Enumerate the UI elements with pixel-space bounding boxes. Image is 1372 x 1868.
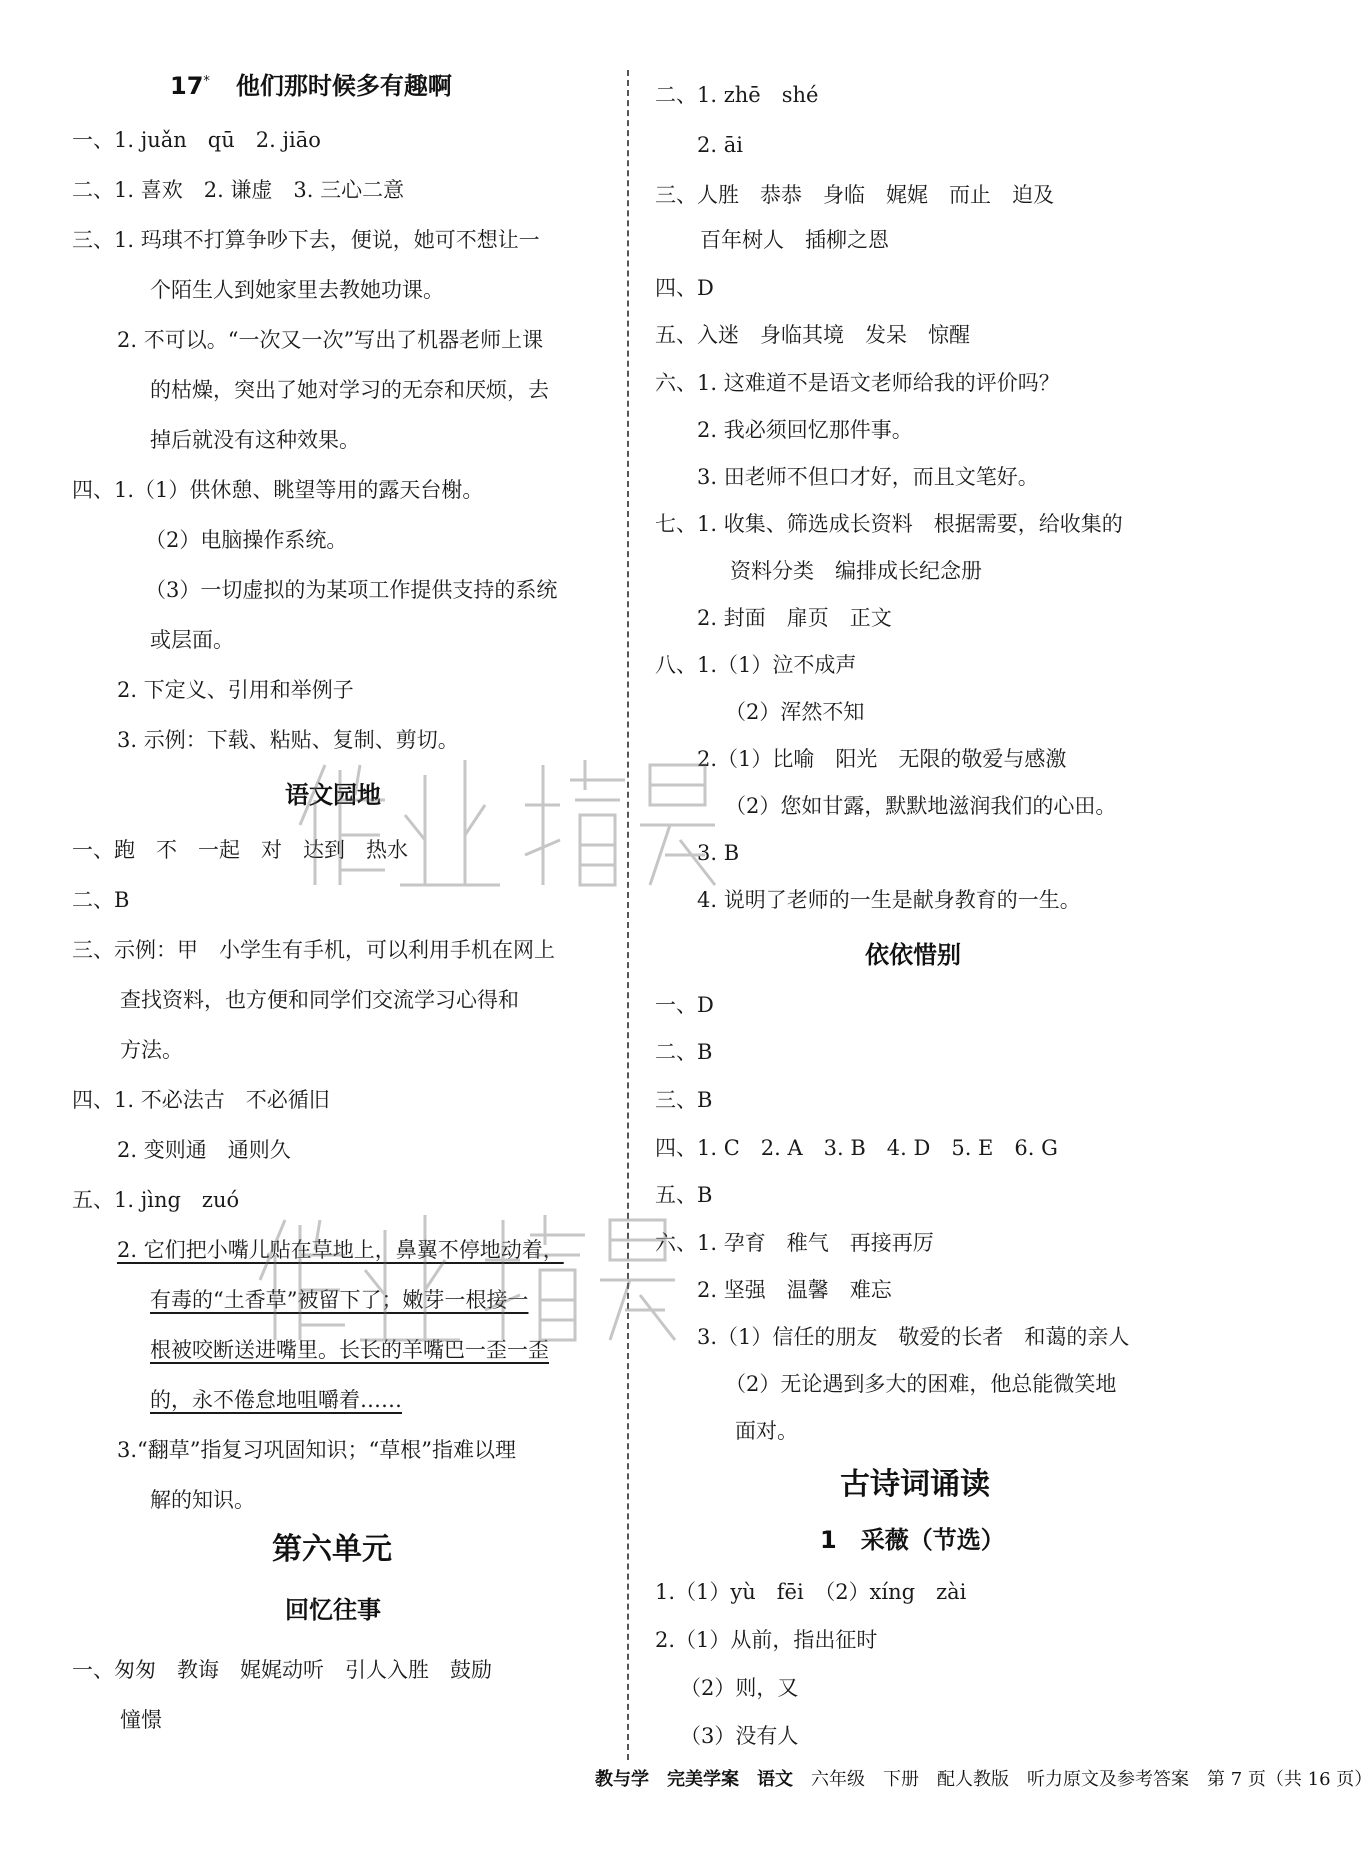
- answer-line: 四、1. C 2. A 3. B 4. D 5. E 6. G: [655, 1136, 1058, 1160]
- answer-line: 四、D: [655, 276, 714, 300]
- answer-line: 2. 坚强 温馨 难忘: [697, 1278, 892, 1302]
- answer-line: 2. 不可以。“一次又一次”写出了机器老师上课: [117, 328, 544, 352]
- answer-line: 二、B: [72, 888, 130, 912]
- answer-line: 解的知识。: [150, 1488, 255, 1512]
- answer-line: 3.（1）信任的朋友 敬爱的长者 和蔼的亲人: [697, 1325, 1130, 1349]
- footer-volume: 下册: [883, 1769, 919, 1790]
- answer-line: 面对。: [735, 1419, 798, 1443]
- answer-line: 2. 下定义、引用和举例子: [117, 678, 354, 702]
- footer-edition: 配人教版: [937, 1769, 1009, 1790]
- watermark-top: [285, 745, 725, 895]
- answer-line: 3.“翻草”指复习巩固知识；“草根”指难以理: [117, 1438, 516, 1462]
- answer-line: 的枯燥，突出了她对学习的无奈和厌烦，去: [150, 378, 549, 402]
- lesson-number: 17: [170, 72, 204, 100]
- answer-line: 1.（1）yù fēi （2）xíng zài: [655, 1580, 967, 1604]
- answer-line: 查找资料，也方便和同学们交流学习心得和: [120, 988, 519, 1012]
- answer-line: 2. 我必须回忆那件事。: [697, 418, 913, 442]
- answer-line: （2）则，又: [680, 1676, 799, 1700]
- footer-section: 听力原文及参考答案: [1027, 1769, 1189, 1790]
- answer-line: 资料分类 编排成长纪念册: [730, 559, 982, 583]
- answer-line: （2）您如甘露，默默地滋润我们的心田。: [725, 794, 1117, 818]
- answer-line: 一、1. juǎn qū 2. jiāo: [72, 128, 321, 152]
- answer-line: 三、示例：甲 小学生有手机，可以利用手机在网上: [72, 938, 555, 962]
- section-heading: 回忆往事: [285, 1596, 381, 1624]
- answer-line: （3）一切虚拟的为某项工作提供支持的系统: [145, 578, 558, 602]
- answer-line: 二、B: [655, 1040, 713, 1064]
- lesson-title: 他们那时候多有趣啊: [235, 72, 452, 100]
- footer-grade: 六年级: [811, 1769, 865, 1790]
- answer-line: 三、1. 玛琪不打算争吵下去，便说，她可不想让一: [72, 228, 540, 252]
- answer-line: （2）浑然不知: [725, 700, 865, 724]
- answer-line: 掉后就没有这种效果。: [150, 428, 360, 452]
- answer-line: 或层面。: [150, 628, 234, 652]
- answer-line: （2）电脑操作系统。: [145, 528, 348, 552]
- answer-line: 四、1.（1）供休憩、眺望等用的露天台榭。: [72, 478, 484, 502]
- section-heading: [170, 66, 452, 102]
- footer-subject: 语文: [757, 1769, 793, 1790]
- unit-heading: 古诗词诵读: [840, 1467, 990, 1502]
- answer-line: 2.（1）比喻 阳光 无限的敬爱与感激: [697, 747, 1067, 771]
- answer-line: 有毒的“土香草”被留下了；嫩芽一根接一: [150, 1288, 529, 1312]
- answer-line: 五、1. jìng zuó: [72, 1188, 240, 1212]
- section-heading: 依依惜别: [865, 941, 961, 969]
- answer-line: 3. B: [697, 841, 740, 865]
- answer-line: 方法。: [120, 1038, 183, 1062]
- answer-line: 八、1.（1）泣不成声: [655, 653, 857, 677]
- answer-line: 二、1. 喜欢 2. 谦虚 3. 三心二意: [72, 178, 405, 202]
- answer-line: 六、1. 这难道不是语文老师给我的评价吗？: [655, 371, 1060, 395]
- answer-line: 2. āi: [697, 133, 743, 157]
- footer-page-number: 第 7 页（共 16 页）: [1207, 1769, 1372, 1790]
- answer-line: 三、B: [655, 1088, 713, 1112]
- answer-line: 五、B: [655, 1183, 713, 1207]
- answer-line: 4. 说明了老师的一生是献身教育的一生。: [697, 888, 1081, 912]
- answer-line: 三、人胜 恭恭 身临 娓娓 而止 迫及: [655, 183, 1054, 207]
- watermark-bottom: [245, 1200, 685, 1350]
- answer-line: 的，永不倦怠地咀嚼着……: [150, 1388, 402, 1412]
- footer-brand: 教与学 完美学案: [595, 1769, 739, 1790]
- answer-line: 根被咬断送进嘴里。长长的羊嘴巴一歪一歪: [150, 1338, 549, 1362]
- answer-line: 一、D: [655, 993, 714, 1017]
- answer-line: 2. 变则通 通则久: [117, 1138, 291, 1162]
- answer-line: 二、1. zhē shé: [655, 83, 819, 107]
- answer-line: 六、1. 孕育 稚气 再接再厉: [655, 1231, 934, 1255]
- answer-line: 个陌生人到她家里去教她功课。: [150, 278, 444, 302]
- answer-line: 3. 示例：下载、粘贴、复制、剪切。: [117, 728, 459, 752]
- answer-line: 憧憬: [120, 1708, 162, 1732]
- answer-line: 一、匆匆 教诲 娓娓动听 引人入胜 鼓励: [72, 1658, 492, 1682]
- answer-line: 四、1. 不必法古 不必循旧: [72, 1088, 330, 1112]
- column-divider: [627, 70, 629, 1760]
- answer-line: 2. 它们把小嘴儿贴在草地上，鼻翼不停地动着，: [117, 1238, 564, 1262]
- answer-line: 3. 田老师不但口才好，而且文笔好。: [697, 465, 1039, 489]
- answer-line: 一、跑 不 一起 对 达到 热水: [72, 838, 408, 862]
- section-heading: 1 采薇（节选）: [820, 1526, 1005, 1554]
- answer-line: 五、入迷 身临其境 发呆 惊醒: [655, 323, 970, 347]
- section-heading: 语文园地: [285, 781, 381, 809]
- answer-line: 百年树人 插柳之恩: [700, 228, 889, 252]
- optional-lesson-mark: *: [203, 74, 210, 89]
- answer-line: 2.（1）从前，指出征时: [655, 1628, 878, 1652]
- page-footer: [595, 1768, 1372, 1792]
- unit-heading: 第六单元: [272, 1532, 392, 1567]
- answer-line: （3）没有人: [680, 1724, 799, 1748]
- answer-line: 2. 封面 扉页 正文: [697, 606, 892, 630]
- answer-line: （2）无论遇到多大的困难，他总能微笑地: [725, 1372, 1117, 1396]
- answer-line: 七、1. 收集、筛选成长资料 根据需要，给收集的: [655, 512, 1123, 536]
